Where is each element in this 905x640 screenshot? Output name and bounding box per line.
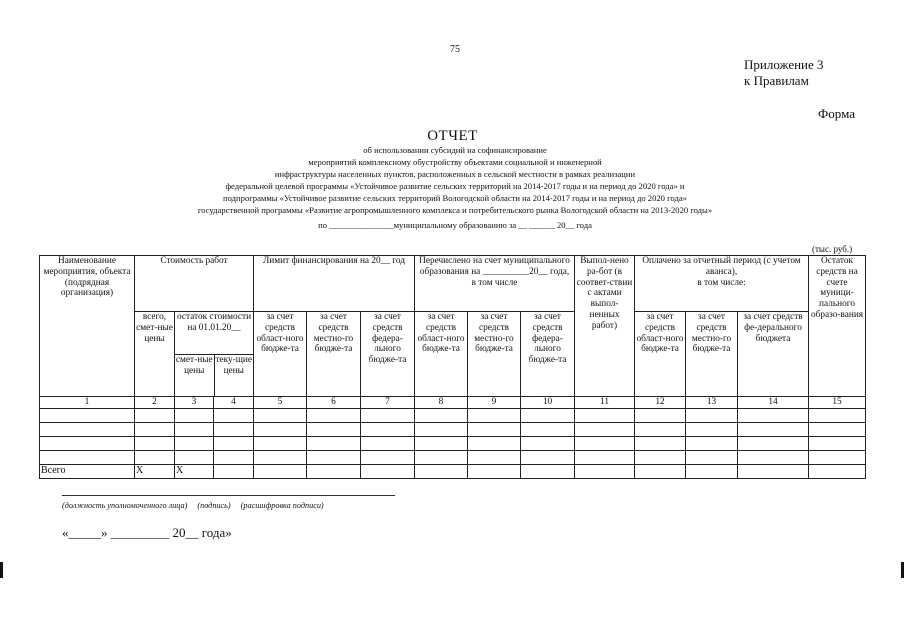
header-paid-incl: в том числе: bbox=[697, 277, 746, 288]
total-label: Всего bbox=[40, 465, 135, 479]
header-work-done: Выпол-нено ра-бот (в соответ-ствии с актами выпол-ненных работ) bbox=[575, 256, 635, 397]
header-paid-mest: за счет средств местно-го бюдже-та bbox=[686, 312, 738, 397]
col-number: 6 bbox=[307, 397, 361, 409]
header-transfer-mest: за счет средств местно-го бюдже-та bbox=[468, 312, 521, 397]
subtitle-line: федеральной целевой программы «Устойчивое развитие сельских территорий на 2014-2017 годы и на период до 2020 года» и bbox=[225, 181, 685, 191]
col-number: 12 bbox=[635, 397, 686, 409]
subtitle-line: государственной программы «Развитие агропромышленного комплекса и потребительского рынка Вологодской области на 2013-2020 годы» bbox=[197, 205, 713, 215]
header-cost-rest-group bbox=[175, 312, 254, 397]
signature-line bbox=[62, 495, 395, 496]
header-paid-text: Оплачено за отчетный период (с учетом аванса), bbox=[642, 256, 801, 277]
col-number: 15 bbox=[809, 397, 866, 409]
header-rest: Остаток средств на счете муници-пального образо-вания bbox=[809, 256, 866, 397]
col-number: 13 bbox=[686, 397, 738, 409]
table-row bbox=[40, 423, 866, 437]
total-row bbox=[40, 465, 866, 479]
header-limit-obl: за счет средств област-ного бюдже-та bbox=[254, 312, 307, 397]
header-transfer-fed: за счет средств федера-льного бюдже-та bbox=[521, 312, 575, 397]
col-number: 10 bbox=[521, 397, 575, 409]
col-number: 7 bbox=[361, 397, 415, 409]
header-limit-mest: за счет средств местно-го бюдже-та bbox=[307, 312, 361, 397]
report-title: ОТЧЕТ bbox=[427, 128, 478, 144]
table-row bbox=[40, 451, 866, 465]
subtitle-line: по _______________муниципальному образованию за __ ______ 20__ года bbox=[318, 220, 592, 230]
header-cost-total: всего, смет-ные цены bbox=[135, 312, 175, 397]
appendix-note bbox=[744, 57, 824, 89]
table-row bbox=[40, 437, 866, 451]
col-number: 9 bbox=[468, 397, 521, 409]
col-number: 2 bbox=[135, 397, 175, 409]
page-number: 75 bbox=[450, 44, 460, 55]
total-x-mark: X bbox=[135, 465, 175, 479]
col-number: 14 bbox=[738, 397, 809, 409]
form-label: Форма bbox=[818, 106, 855, 121]
col-number: 11 bbox=[575, 397, 635, 409]
subtitle-line: мероприятий комплексному обустройству объектами социальной и инженерной bbox=[308, 157, 602, 167]
col-number: 1 bbox=[40, 397, 135, 409]
subtitle-line: инфраструктуры населенных пунктов, расположенных в сельской местности в рамках реализации bbox=[274, 169, 636, 179]
header-paid-fed: за счет средств фе-дерального бюджета bbox=[738, 312, 809, 397]
date-line: «_____» _________ 20__ года» bbox=[62, 525, 232, 540]
header-object-name: Наименование мероприятия, объекта (подрядная организация) bbox=[40, 256, 135, 397]
signature-decode: (расшифровка подписи) bbox=[240, 501, 324, 510]
header-cost: Стоимость работ bbox=[135, 256, 254, 312]
table-row bbox=[40, 409, 866, 423]
header-cost-rest: остаток стоимости на 01.01.20__ bbox=[175, 312, 253, 355]
signature-sign: (подпись) bbox=[197, 501, 231, 510]
header-transfer-incl: в том числе bbox=[471, 277, 518, 288]
subtitle-line: об использовании субсидий на софинансирование bbox=[363, 145, 547, 155]
header-limit: Лимит финансирования на 20__ год bbox=[254, 256, 415, 312]
header-cost-smet: смет-ные цены bbox=[175, 355, 215, 396]
header-cost-cur: теку-щие цены bbox=[215, 355, 253, 376]
col-number: 4 bbox=[214, 397, 254, 409]
signature-labels bbox=[62, 501, 332, 510]
appendix-line-2: к Правилам bbox=[744, 73, 809, 88]
units-label: (тыс. руб.) bbox=[812, 244, 853, 254]
report-table bbox=[39, 255, 866, 479]
signature-position: (должность уполномоченного лица) bbox=[62, 501, 188, 510]
header-limit-fed: за счет средств федера-льного бюдже-та bbox=[361, 312, 415, 397]
col-number: 3 bbox=[175, 397, 214, 409]
header-paid bbox=[635, 256, 809, 312]
col-number: 8 bbox=[415, 397, 468, 409]
column-numbers-row bbox=[40, 397, 866, 409]
header-transfer-obl: за счет средств област-ного бюдже-та bbox=[415, 312, 468, 397]
appendix-line-1: Приложение 3 bbox=[744, 57, 824, 72]
col-number: 5 bbox=[254, 397, 307, 409]
scan-edge-mark bbox=[901, 562, 904, 578]
header-transfer bbox=[415, 256, 575, 312]
header-paid-obl: за счет средств област-ного бюдже-та bbox=[635, 312, 686, 397]
header-transfer-text: Перечислено на счет муниципального образования на __________20__ года, bbox=[419, 256, 570, 277]
total-x-mark: X bbox=[175, 465, 214, 479]
subtitle-line: подпрограммы «Устойчивое развитие сельских территорий Вологодской области на 2014-2017 годы и на период до 2020 года» bbox=[223, 193, 687, 203]
scan-edge-mark bbox=[0, 562, 3, 578]
